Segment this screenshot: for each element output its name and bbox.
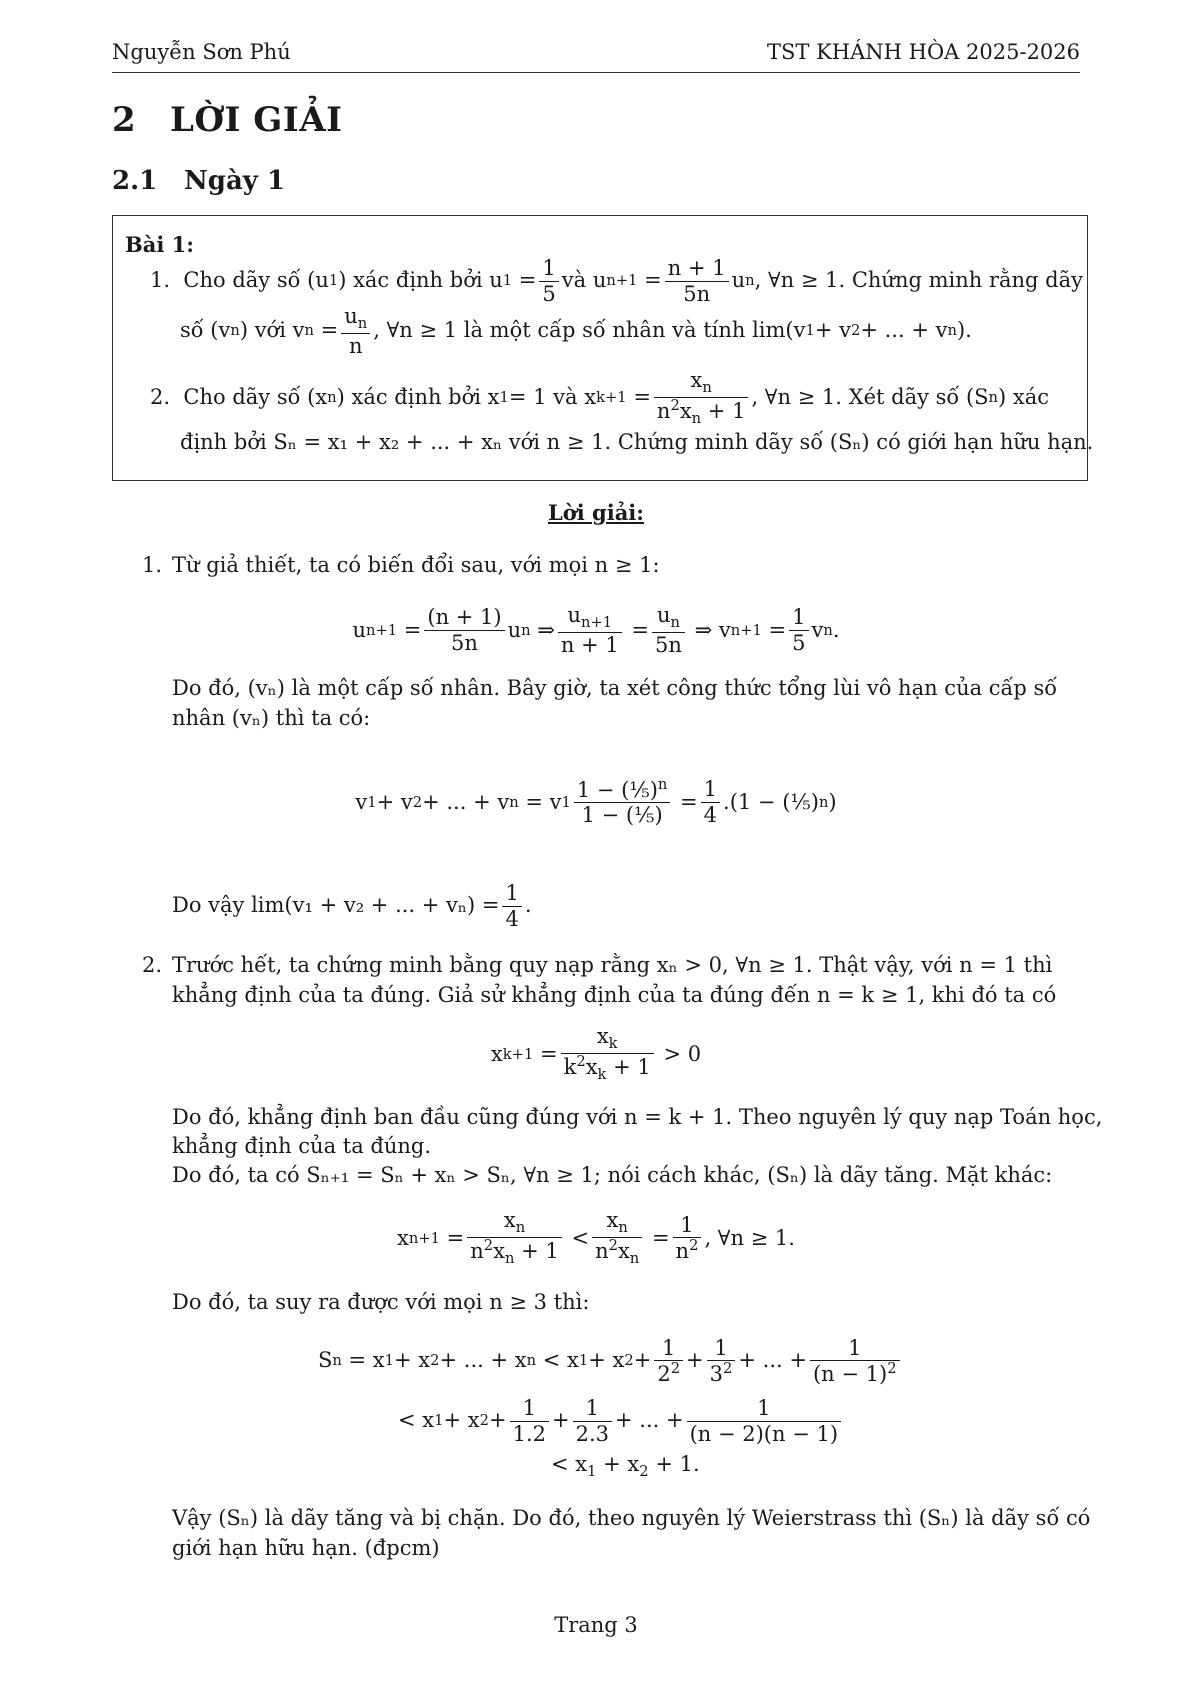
header-rule [112,72,1080,73]
equation-bound: x n+1 = $\frac{x_n}{n^2x_n + 1}$ < $\frac{x_n}{n^2x_n}$ = $\frac{1}{n^2}$ , ∀n ≥ 1. [397,1207,795,1268]
fraction: $\frac{1 - (\frac{1}{5})^n}{\text{1 − (⅕)}}$ [574,777,671,827]
problem-item1-marker: 1. [150,268,171,293]
section-heading [112,100,343,140]
solution-p2-final1: Vậy (Sₙ) là dãy tăng và bị chặn. Do đó, theo nguyên lý Weierstrass thì (Sₙ) là dãy số có [172,1506,1091,1530]
fraction: $\frac{x_n}{n^2x_n + 1}$ [654,368,749,428]
text-segment: ) xác định bởi u [338,268,503,293]
solution-title-text: Lời giải: [547,500,645,525]
fraction: $\frac{1}{4}$ [701,777,720,826]
text-segment: = 1 và x [508,385,597,410]
fraction: $\frac{1}{4}$ [502,881,521,930]
equation-chain-line3: < $x_1 + x_2 + 1$. [551,1452,700,1481]
fraction: $\frac{n + 1}{5n}$ [665,256,729,305]
fraction: $\frac{x_n}{n^2x_n}$ [592,1208,642,1268]
solution-p2-line2: khẳng định của ta đúng. Giả sử khẳng định của ta đúng đến n = k ≥ 1, khi đó ta có [172,983,1057,1007]
subsection-title: Ngày 1 [184,166,286,196]
solution-p1-para2-line1: Do đó, (vₙ) là một cấp số nhân. Bây giờ, ta xét công thức tổng lùi vô hạn của cấp số [172,676,1058,700]
equation-geometric-sum: v 1 + v 2 + ... + v n = v 1 $\frac{1 - (\frac{1}{5})^n}{\text{1 − (⅕)}}$ = $\frac{1}{4}$ .(1 − (⅕) n ) [355,775,837,827]
fraction: $\frac{1}{(n - 1)^2}$ [810,1336,900,1386]
text-segment: ) với v [239,318,305,343]
header-title: TST KHÁNH HÒA 2025-2026 [767,40,1080,64]
header-author: Nguyễn Sơn Phú [112,40,291,64]
solution-p2-line6: Do đó, ta suy ra được với mọi n ≥ 3 thì: [172,1290,590,1314]
fraction: $\frac{(n + 1)}{5n}$ [424,605,504,654]
fraction: $\frac{u_n}{5n}$ [652,603,685,657]
text-segment: số (v [180,318,231,343]
solution-p2-line3: Do đó, khẳng định ban đầu cũng đúng với n = k + 1. Theo nguyên lý quy nạp Toán học, [172,1105,1103,1129]
solution-p2-line4: khẳng định của ta đúng. [172,1134,432,1158]
solution-p2-final2: giới hạn hữu hạn. (đpcm) [172,1536,440,1560]
equation-recurrence: u n+1 = $\frac{(n + 1)}{5n}$ u n ⇒ $\frac{u_{n+1}}{n + 1}$ = $\frac{u_n}{5n}$ ⇒ v n+1 = $\frac{1}{5}$ v n . [352,602,840,657]
text-segment: , ∀n ≥ 1. Chứng minh rằng dãy [754,268,1083,293]
text-segment: Do vậy lim(v₁ + v₂ + ... + vₙ) = [172,893,500,918]
text-segment: và u [561,268,607,293]
fraction: $\frac{x_k}{k^2x_k + 1}$ [561,1024,654,1084]
fraction: $\frac{1}{3^2}$ [707,1336,736,1386]
subsection-number: 2.1 [112,166,158,196]
subsection-heading [112,166,285,196]
text-segment: Cho dãy số (u [183,268,329,293]
fraction: $\frac{1}{5}$ [539,256,558,305]
problem-item1-line2: số (v n ) với v n = $\frac{u_n}{n}$ , ∀n ≥ 1 là một cấp số nhân và tính lim(v 1 + v 2 + ... + v n ). [180,303,972,358]
section-number: 2 [112,100,137,140]
problem-item2-marker: 2. [150,385,171,410]
solution-p1-conclusion: Do vậy lim(v₁ + v₂ + ... + vₙ) = $\frac{1}{4}$ . [172,881,532,931]
fraction: $\frac{1}{1.2}$ [510,1396,549,1445]
solution-title [0,500,1192,525]
equation-induction: x k+1 = $\frac{x_k}{k^2x_k + 1}$ > 0 [490,1023,702,1084]
solution-p1-marker: 1. [142,553,163,577]
equation-chain-line1: S n = x 1 + x 2 + ... + x n < x 1 + x 2 + $\frac{1}{2^2}$ + $\frac{1}{3^2}$ + ... + $\frac{1}{(n - 1)^2}$ [318,1330,903,1392]
fraction: $\frac{1}{n^2}$ [673,1213,702,1263]
fraction: $\frac{u_{n+1}}{n + 1}$ [558,603,622,657]
page-number: Trang 3 [554,1613,638,1637]
problem-item2-line2: định bởi Sₙ = x₁ + x₂ + ... + xₙ với n ≥ 1. Chứng minh dãy số (Sₙ) có giới hạn hữu hạn. [180,430,1094,454]
fraction: $\frac{1}{5}$ [789,605,808,654]
running-header [112,40,1080,64]
problem-label: Bài 1: [125,232,195,257]
text-segment: + v [814,318,851,343]
problem-item1-line1: 1. Cho dãy số (u 1 ) xác định bởi u 1 = $\frac{1}{5}$ và u n+1 = $\frac{n + 1}{5n}$ u n , ∀n ≥ 1. Chứng minh rằng dãy [150,256,1083,306]
fraction: $\frac{u_n}{n}$ [341,304,370,358]
text-segment: + ... + v [860,318,948,343]
text-segment: , ∀n ≥ 1. Xét dãy số (S [751,385,989,410]
solution-p2-line5: Do đó, ta có Sₙ₊₁ = Sₙ + xₙ > Sₙ, ∀n ≥ 1; nói cách khác, (Sₙ) là dãy tăng. Mặt khác: [172,1163,1053,1187]
text-segment: ) xác định bởi x [336,385,500,410]
fraction: $\frac{1}{2.3}$ [573,1396,612,1445]
fraction: $\frac{1}{(n - 2)(n - 1)}$ [687,1396,841,1445]
text-segment: , ∀n ≥ 1 là một cấp số nhân và tính lim(v [373,318,806,343]
text-segment: ) xác [998,385,1049,410]
problem-item2-line1: 2. Cho dãy số (x n ) xác định bởi x 1 = 1 và x k+1 = $\frac{x_n}{n^2x_n + 1}$ , ∀n ≥ 1. Xét dãy số (S n ) xác [150,367,1049,428]
text-segment: ). [956,318,972,343]
solution-p2-line1: Trước hết, ta chứng minh bằng quy nạp rằng xₙ > 0, ∀n ≥ 1. Thật vậy, với n = 1 thì [172,953,1053,977]
solution-p1-para2-line2: nhân (vₙ) thì ta có: [172,706,371,730]
section-title: LỜI GIẢI [170,100,343,140]
text-segment: Cho dãy số (x [183,385,328,410]
equation-chain-line2: < x 1 + x 2 + $\frac{1}{1.2}$ + $\frac{1}{2.3}$ + ... + $\frac{1}{(n - 2)(n - 1)}$ [398,1392,844,1450]
solution-p1-intro: Từ giả thiết, ta có biến đổi sau, với mọi n ≥ 1: [172,553,660,577]
fraction: $\frac{x_n}{n^2x_n + 1}$ [467,1208,562,1268]
fraction: $\frac{1}{2^2}$ [654,1336,683,1386]
text-segment: u [731,268,746,293]
solution-p2-marker: 2. [142,953,163,977]
